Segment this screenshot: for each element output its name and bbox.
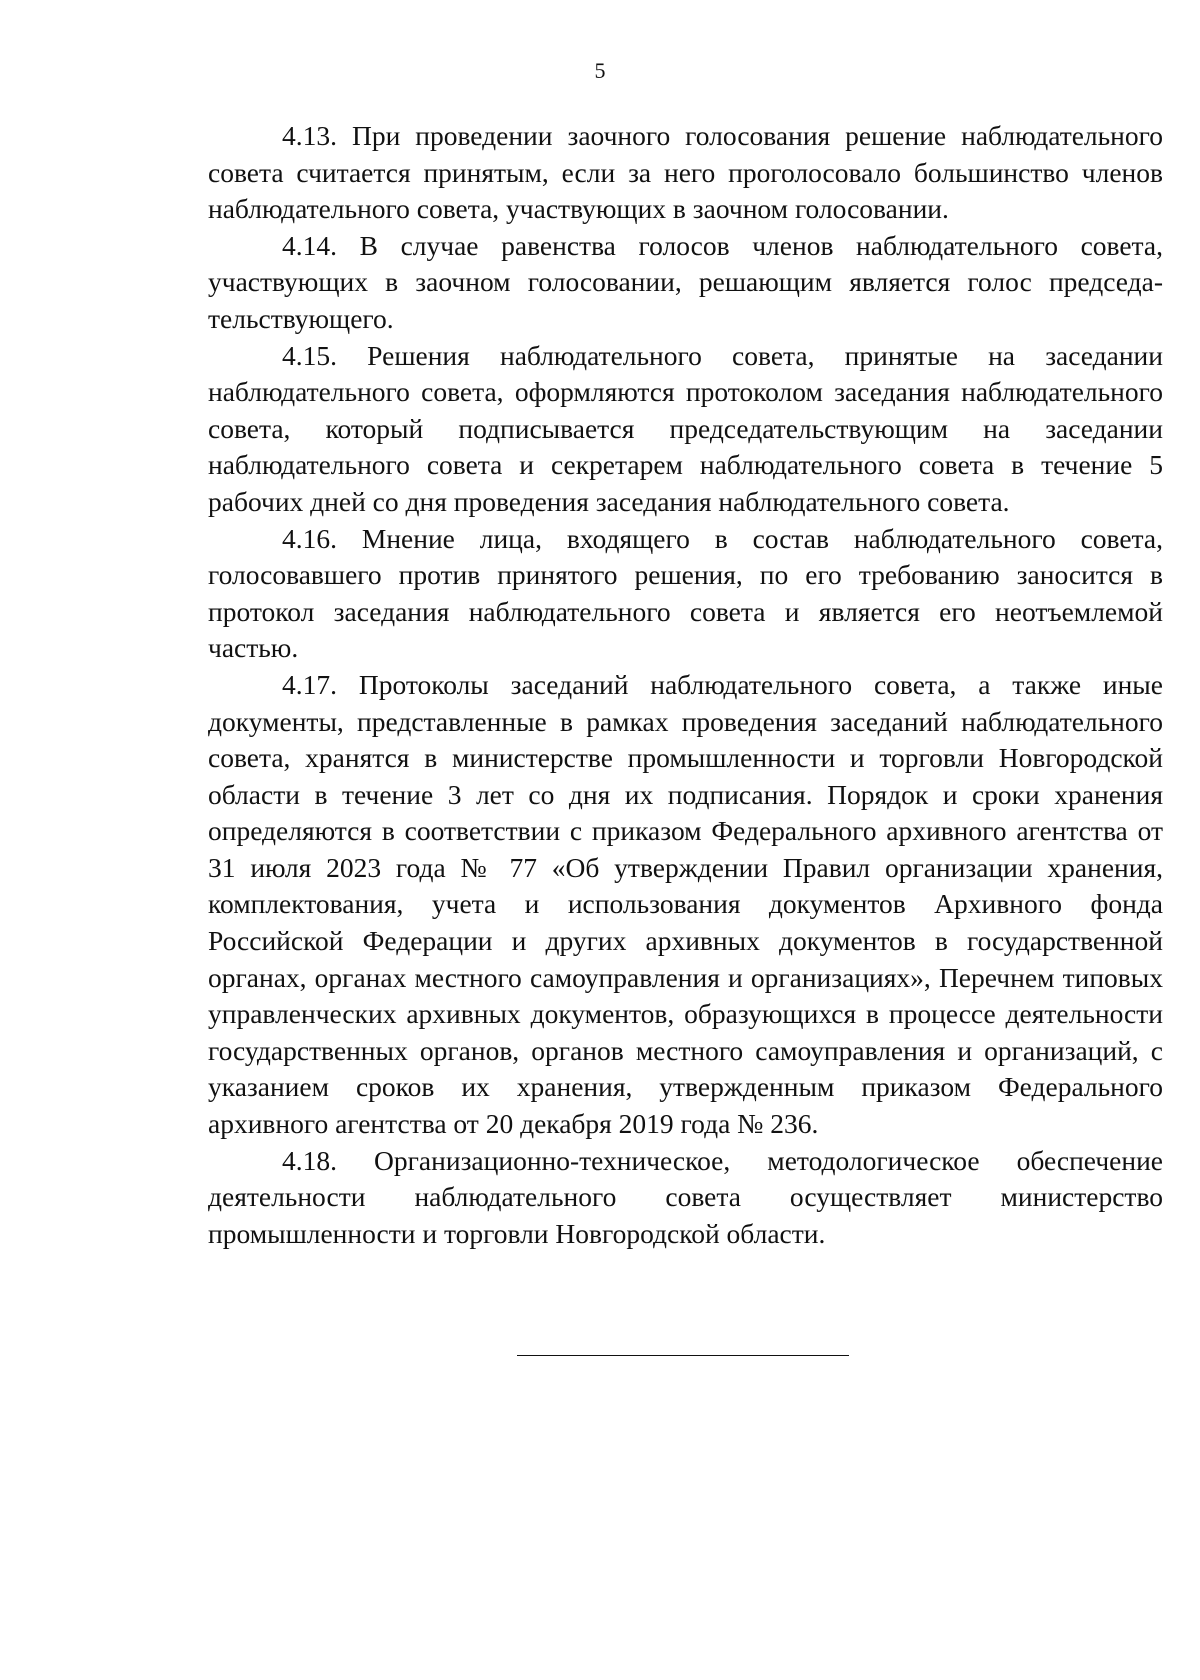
page-number: 5 bbox=[594, 58, 606, 83]
paragraph-4-15: 4.15. Решения наблюдательного совета, принятые на заседании наблюдательного совета, оформляются протоколом заседания наблюдательного совета, который подписывается председательствующим на заседании наблюдательного совета и секретарем наблюдательного совета в течение 5 рабочих дней со дня проведения заседания наблюдательного совета. bbox=[208, 339, 1163, 517]
paragraph-4-18: 4.18. Организационно-техническое, методологическое обеспечение деятельности наблюдательного совета осуществляет министерство промышленности и торговли Новгородской области. bbox=[208, 1144, 1163, 1249]
paragraph-4-13: 4.13. При проведении заочного голосования решение наблюдательного совета считается принятым, если за него проголосовало большинство членов наблюдательного совета, участвующих в заочном голосовании. bbox=[208, 120, 1163, 225]
document-body bbox=[208, 118, 1163, 1252]
end-of-document-rule bbox=[517, 1355, 849, 1356]
paragraph-4-14: 4.14. В случае равенства голосов членов наблюдательного совета, участвующих в заочном голосовании, решающим является голос председательствующего. bbox=[208, 229, 1163, 334]
paragraph-4-17: 4.17. Протоколы заседаний наблюдательного совета, а также иные документы, представленные в рамках проведения заседаний наблюдательного совета, хранятся в министерстве промышленности и торговли Новгородской области в течение 3 лет со дня их подписания. Порядок и сроки хранения определяются в соответствии с приказом Федерального архивного агентства от 31 июля 2023 года № 77 «Об утверждении Правил организации хранения, комплектования, учета и использования документов Архивного фонда Российской Федерации и других архивных документов в государственной органах, органах местного самоуправления и организациях», Перечнем типовых управленческих архивных документов, образующихся в процессе деятельности государственных органов, органов местного самоуправления и организаций, с указанием сроков их хранения, утвержденным приказом Федерального архивного агентства от 20 декабря 2019 года № 236. bbox=[208, 668, 1163, 1140]
paragraph-4-16: 4.16. Мнение лица, входящего в состав наблюдательного совета, голосовавшего против принятого решения, по его требованию заносится в протокол заседания наблюдательного совета и является его неотъемлемой частью. bbox=[208, 522, 1163, 664]
